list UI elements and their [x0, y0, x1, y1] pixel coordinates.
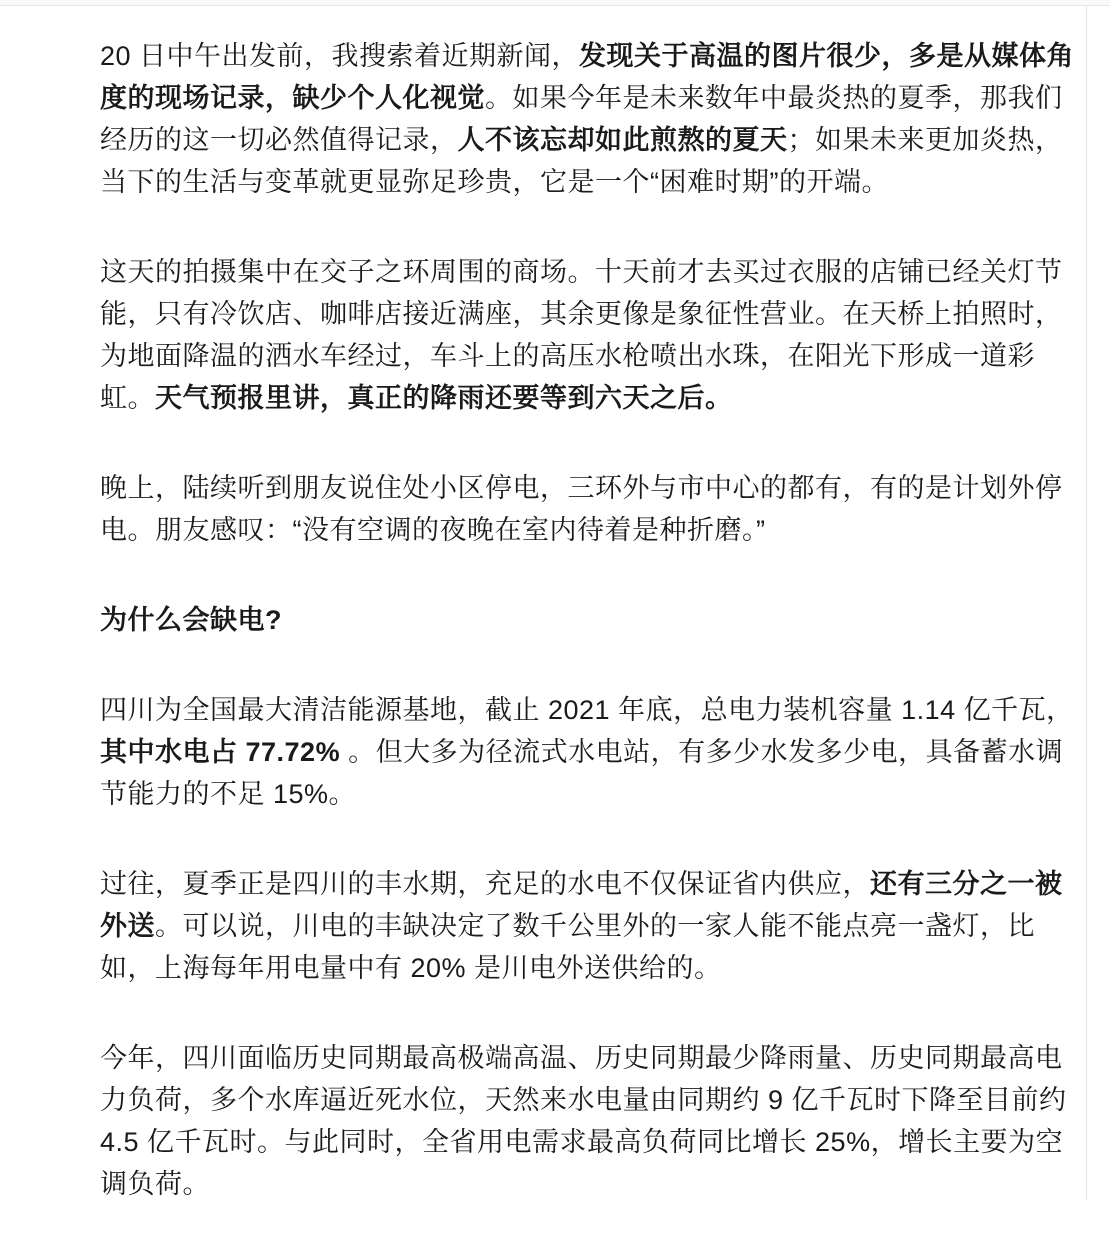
bold-text-run: 天气预报里讲，真正的降雨还要等到六天之后。 [155, 383, 733, 413]
bold-text-run: 其中水电占 77.72% [100, 737, 341, 767]
paragraph [100, 863, 1086, 989]
paragraph [100, 251, 1086, 419]
article-body [100, 35, 1086, 1253]
text-run: 。如果今年是未来数年中最炎热的夏季，那我们经历的这一切必然值得记录， [100, 83, 1063, 155]
page-right-divider [1086, 6, 1087, 1200]
text-run: 20 日中午出发前，我搜索着近期新闻， [100, 41, 580, 71]
bold-text-run: 发现关于高温的图片很少，多是从媒体角度的现场记录，缺少个人化视觉 [100, 41, 1075, 113]
paragraph [100, 467, 1086, 551]
text-run: 今年，四川面临历史同期最高极端高温、历史同期最少降雨量、历史同期最高电力负荷，多个水库逼近死水位，天然来水电量由同期约 9 亿千瓦时下降至目前约 4.5 亿千瓦时。与此同时，全省用电需求最高负荷同比增长 25%，增长主要为空调负荷。 [100, 1043, 1067, 1199]
bold-text-run: 为什么会缺电? [100, 605, 282, 635]
article-blocks [100, 35, 1086, 1205]
text-run: ；如果未来更加炎热，当下的生活与变革就更显弥足珍贵，它是一个“困难时期”的开端。 [100, 125, 1063, 197]
text-run: 四川为全国最大清洁能源基地，截止 2021 年底，总电力装机容量 1.14 亿千瓦， [100, 695, 1074, 725]
section-heading [100, 599, 1086, 641]
paragraph [100, 1037, 1086, 1205]
text-run: 晚上，陆续听到朋友说住处小区停电，三环外与市中心的都有，有的是计划外停电。朋友感叹：“没有空调的夜晚在室内待着是种折磨。” [100, 473, 1063, 545]
bold-text-run: 人不该忘却如此煎熬的夏天 [457, 125, 788, 155]
text-run: 这天的拍摄集中在交子之环周围的商场。十天前才去买过衣服的店铺已经关灯节能，只有冷饮店、咖啡店接近满座，其余更像是象征性营业。在天桥上拍照时，为地面降温的洒水车经过，车斗上的高压水枪喷出水珠，在阳光下形成一道彩虹。 [100, 257, 1063, 413]
text-run: 。可以说，川电的丰缺决定了数千公里外的一家人能不能点亮一盏灯，比如，上海每年用电量中有 20% 是川电外送供给的。 [100, 911, 1035, 983]
text-run: 。但大多为径流式水电站，有多少水发多少电，具备蓄水调节能力的不足 15%。 [100, 737, 1064, 809]
paragraph [100, 35, 1086, 203]
page-top-edge-strip [0, 0, 1110, 6]
text-run: 过往，夏季正是四川的丰水期，充足的水电不仅保证省内供应， [100, 869, 870, 899]
bold-text-run: 还有三分之一被外送 [100, 869, 1063, 941]
paragraph [100, 689, 1086, 815]
